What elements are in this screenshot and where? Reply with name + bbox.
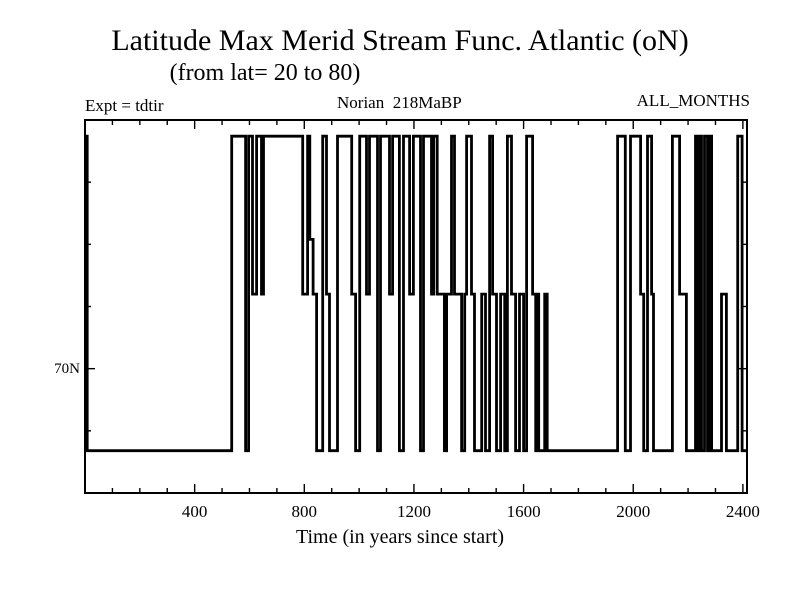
months-label: ALL_MONTHS — [636, 91, 750, 110]
chart-subtitle: (from lat= 20 to 80) — [169, 60, 361, 86]
x-axis-title: Time (in years since start) — [295, 526, 505, 548]
y-tick-label-70n: 70N — [54, 361, 80, 377]
period-label: Norian 218MaBP — [337, 93, 462, 112]
x-tick-label: 1600 — [506, 502, 541, 521]
experiment-label: Expt = tdtir — [85, 96, 164, 115]
chart-title: Latitude Max Merid Stream Func. Atlantic (oN) — [111, 24, 689, 57]
x-tick-label: 400 — [181, 502, 208, 521]
series-line — [85, 136, 747, 451]
x-tick-label: 1200 — [396, 502, 431, 521]
x-tick-label: 2000 — [616, 502, 651, 521]
x-tick-label: 800 — [291, 502, 318, 521]
x-tick-label: 2400 — [725, 502, 760, 521]
